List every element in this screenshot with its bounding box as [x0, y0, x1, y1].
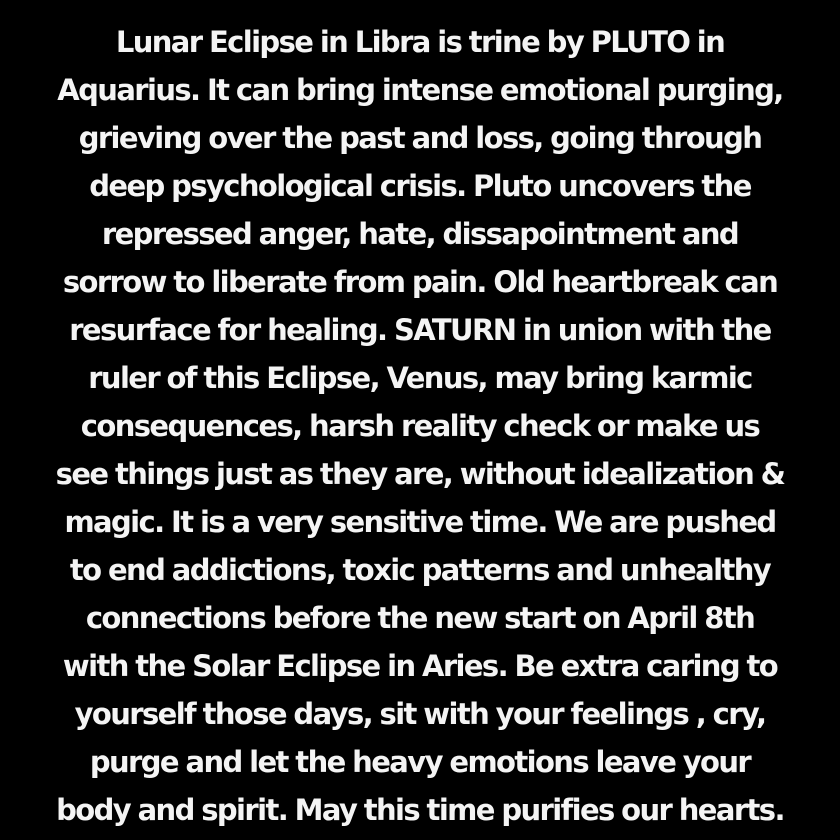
text-line-8: ruler of this Eclipse, Venus, may bring karmic: [88, 361, 752, 395]
text-line-12: to end addictions, toxic patterns and unhealthy: [69, 553, 771, 587]
text-line-10: see things just as they are, without idealization &: [55, 457, 785, 491]
text-line-16: purge and let the heavy emotions leave your: [89, 745, 751, 779]
text-line-4: deep psychological crisis. Pluto uncovers the: [89, 169, 751, 203]
text-line-15: yourself those days, sit with your feelings , cry,: [74, 697, 766, 731]
text-line-14: with the Solar Eclipse in Aries. Be extra caring to: [62, 649, 778, 683]
text-line-7: resurface for healing. SATURN in union with the: [69, 313, 771, 347]
post-body-text: [0, 18, 840, 834]
text-line-5: repressed anger, hate, dissapointment and: [101, 217, 739, 251]
text-line-11: magic. It is a very sensitive time. We are pushed: [64, 505, 776, 539]
text-line-1: Lunar Eclipse in Libra is trine by PLUTO in: [115, 25, 725, 59]
text-line-3: grieving over the past and loss, going through: [78, 121, 762, 155]
text-line-17: body and spirit. May this time purifies our hearts.: [56, 793, 784, 827]
text-line-9: consequences, harsh reality check or make us: [80, 409, 760, 443]
text-line-2: Aquarius. It can bring intense emotional purging,: [57, 73, 783, 107]
text-line-13: connections before the new start on April 8th: [85, 601, 755, 635]
text-line-6: sorrow to liberate from pain. Old heartbreak can: [62, 265, 778, 299]
